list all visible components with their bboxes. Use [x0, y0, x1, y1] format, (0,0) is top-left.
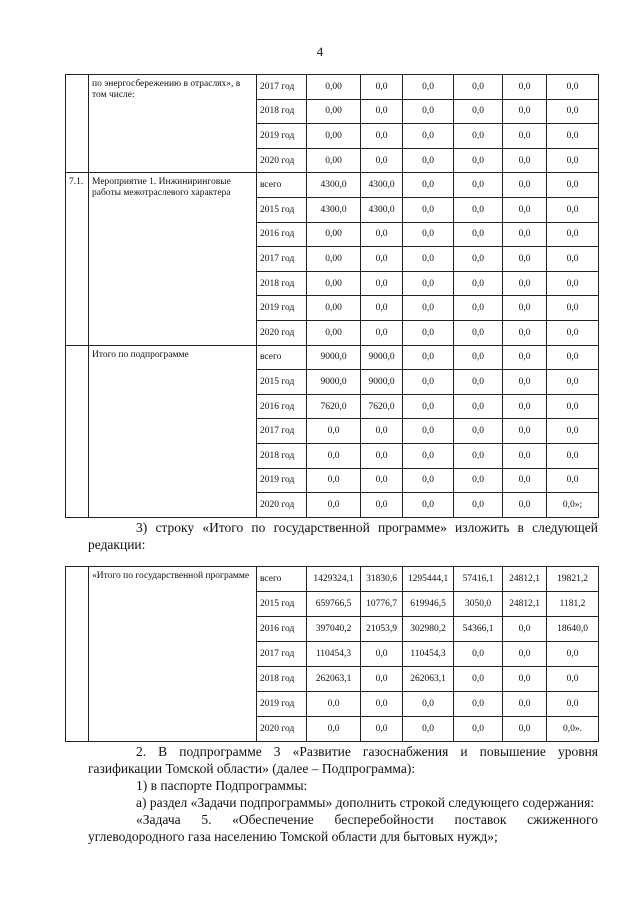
value-cell: 0,0 [307, 717, 361, 742]
item-name-cell: по энергосбережению в отраслях», в том числе: [89, 75, 257, 173]
paragraph-subprogram-3: 2. В подпрограмме 3 «Развитие газоснабжения и повышение уровня [136, 744, 598, 759]
value-cell: 0,0 [361, 692, 403, 717]
value-cell: 0,0 [547, 222, 599, 247]
value-cell: 0,0 [454, 667, 503, 692]
value-cell: 0,0 [454, 75, 503, 100]
period-cell: всего [257, 567, 307, 592]
value-cell: 0,0»; [547, 493, 599, 518]
value-cell: 0,0 [454, 493, 503, 518]
value-cell: 0,0 [454, 271, 503, 296]
value-cell: 0,0 [503, 222, 547, 247]
value-cell: 0,0 [503, 197, 547, 222]
table-row [66, 567, 599, 592]
value-cell: 4300,0 [307, 173, 361, 198]
value-cell: 659766,5 [307, 592, 361, 617]
value-cell: 0,0 [503, 124, 547, 149]
value-cell: 302980,2 [403, 617, 454, 642]
value-cell: 0,0 [361, 148, 403, 173]
value-cell: 0,00 [307, 99, 361, 124]
value-cell: 0,0 [503, 717, 547, 742]
period-cell: 2019 год [257, 468, 307, 493]
value-cell: 262063,1 [403, 667, 454, 692]
value-cell: 0,0 [503, 443, 547, 468]
paragraph-task-5-cont: углеводородного газа населению Томской области для бытовых нужд»; [88, 829, 498, 844]
period-cell: 2017 год [257, 247, 307, 272]
value-cell: 19821,2 [547, 567, 599, 592]
value-cell: 0,0 [503, 394, 547, 419]
value-cell: 0,0 [454, 468, 503, 493]
value-cell: 3050,0 [454, 592, 503, 617]
value-cell: 0,0 [454, 222, 503, 247]
period-cell: 2020 год [257, 320, 307, 345]
period-cell: 2017 год [257, 642, 307, 667]
value-cell: 0,0 [547, 419, 599, 444]
value-cell: 0,0 [503, 667, 547, 692]
value-cell: 0,0 [547, 394, 599, 419]
value-cell: 0,0 [307, 692, 361, 717]
value-cell: 0,0 [547, 667, 599, 692]
value-cell: 110454,3 [307, 642, 361, 667]
value-cell: 0,0 [454, 394, 503, 419]
value-cell: 0,0 [503, 99, 547, 124]
value-cell: 31830,6 [361, 567, 403, 592]
value-cell: 0,00 [307, 148, 361, 173]
value-cell: 0,0 [361, 320, 403, 345]
value-cell: 0,0 [307, 493, 361, 518]
value-cell: 0,0 [503, 296, 547, 321]
row-number-cell: 7.1. [66, 173, 89, 345]
period-cell: 2015 год [257, 370, 307, 395]
value-cell: 0,0 [361, 75, 403, 100]
value-cell: 0,0 [454, 296, 503, 321]
paragraph-3-cont: редакции: [88, 537, 146, 552]
period-cell: 2015 год [257, 197, 307, 222]
value-cell: 0,0 [547, 271, 599, 296]
value-cell: 0,0 [361, 443, 403, 468]
total-state-program-table [65, 566, 599, 742]
value-cell: 0,0 [503, 148, 547, 173]
value-cell: 0,0 [503, 419, 547, 444]
value-cell: 0,0 [503, 642, 547, 667]
period-cell: всего [257, 345, 307, 370]
value-cell: 0,0 [454, 148, 503, 173]
value-cell: 4300,0 [361, 197, 403, 222]
value-cell: 0,0 [361, 717, 403, 742]
paragraph-passport: 1) в паспорте Подпрограммы: [136, 778, 308, 793]
value-cell: 0,0 [454, 320, 503, 345]
value-cell: 0,0 [403, 394, 454, 419]
value-cell: 0,0 [454, 124, 503, 149]
table-row [66, 345, 599, 370]
value-cell: 0,0 [547, 345, 599, 370]
value-cell: 0,0 [454, 345, 503, 370]
value-cell: 0,0». [547, 717, 599, 742]
value-cell: 1181,2 [547, 592, 599, 617]
paragraph-subprogram-3-cont: газификации Томской области» (далее – Подпрограмма): [88, 761, 416, 776]
value-cell: 0,0 [361, 642, 403, 667]
value-cell: 0,0 [454, 99, 503, 124]
value-cell: 0,0 [403, 468, 454, 493]
period-cell: 2018 год [257, 667, 307, 692]
table-row [66, 75, 599, 100]
period-cell: 2019 год [257, 692, 307, 717]
value-cell: 0,00 [307, 75, 361, 100]
value-cell: 21053,9 [361, 617, 403, 642]
value-cell: 0,0 [454, 692, 503, 717]
value-cell: 0,0 [547, 692, 599, 717]
table-row [66, 173, 599, 198]
period-cell: 2018 год [257, 99, 307, 124]
value-cell: 262063,1 [307, 667, 361, 692]
value-cell: 0,0 [503, 468, 547, 493]
value-cell: 0,0 [307, 443, 361, 468]
period-cell: 2018 год [257, 443, 307, 468]
value-cell: 0,0 [403, 717, 454, 742]
value-cell: 24812,1 [503, 567, 547, 592]
value-cell: 0,0 [361, 468, 403, 493]
value-cell: 0,0 [403, 247, 454, 272]
value-cell: 0,0 [454, 247, 503, 272]
value-cell: 0,0 [403, 124, 454, 149]
value-cell: 0,0 [503, 247, 547, 272]
value-cell: 0,0 [503, 345, 547, 370]
value-cell: 0,00 [307, 320, 361, 345]
page-number: 4 [316, 44, 324, 59]
value-cell: 0,0 [547, 320, 599, 345]
value-cell: 4300,0 [361, 173, 403, 198]
value-cell: 0,0 [547, 642, 599, 667]
value-cell: 0,0 [361, 247, 403, 272]
item-name-cell: Мероприятие 1. Инжиниринговые работы межотраслевого характера [89, 173, 257, 345]
value-cell: 0,0 [307, 468, 361, 493]
value-cell: 0,0 [403, 271, 454, 296]
value-cell: 0,0 [361, 222, 403, 247]
value-cell: 0,00 [307, 124, 361, 149]
value-cell: 0,0 [403, 345, 454, 370]
period-cell: 2016 год [257, 222, 307, 247]
value-cell: 619946,5 [403, 592, 454, 617]
value-cell: 9000,0 [307, 370, 361, 395]
funding-table [65, 74, 599, 518]
value-cell: 9000,0 [361, 370, 403, 395]
value-cell: 0,0 [503, 370, 547, 395]
value-cell: 0,0 [361, 271, 403, 296]
value-cell: 0,0 [547, 99, 599, 124]
period-cell: 2017 год [257, 419, 307, 444]
value-cell: 7620,0 [307, 394, 361, 419]
value-cell: 0,0 [547, 468, 599, 493]
value-cell: 0,0 [361, 667, 403, 692]
period-cell: 2020 год [257, 493, 307, 518]
period-cell: 2015 год [257, 592, 307, 617]
value-cell: 0,0 [454, 443, 503, 468]
period-cell: 2017 год [257, 75, 307, 100]
value-cell: 9000,0 [307, 345, 361, 370]
value-cell: 0,00 [307, 222, 361, 247]
value-cell: 0,00 [307, 296, 361, 321]
value-cell: 0,0 [403, 148, 454, 173]
value-cell: 0,0 [403, 99, 454, 124]
value-cell: 110454,3 [403, 642, 454, 667]
value-cell: 0,0 [547, 148, 599, 173]
value-cell: 0,0 [547, 173, 599, 198]
period-cell: 2019 год [257, 296, 307, 321]
value-cell: 4300,0 [307, 197, 361, 222]
value-cell: 0,0 [403, 692, 454, 717]
value-cell: 1429324,1 [307, 567, 361, 592]
value-cell: 0,0 [454, 197, 503, 222]
value-cell: 0,00 [307, 271, 361, 296]
value-cell: 0,0 [503, 320, 547, 345]
value-cell: 0,0 [403, 173, 454, 198]
value-cell: 0,0 [547, 197, 599, 222]
value-cell: 0,0 [403, 296, 454, 321]
period-cell: 2020 год [257, 717, 307, 742]
row-number-cell [66, 345, 89, 517]
value-cell: 1295444,1 [403, 567, 454, 592]
value-cell: 0,0 [361, 493, 403, 518]
period-cell: 2018 год [257, 271, 307, 296]
paragraph-task-5: «Задача 5. «Обеспечение бесперебойности поставок сжиженного [136, 812, 598, 827]
period-cell: всего [257, 173, 307, 198]
value-cell: 0,0 [403, 197, 454, 222]
item-name-cell: «Итого по государственной программе [89, 567, 257, 742]
value-cell: 0,0 [454, 419, 503, 444]
value-cell: 0,0 [503, 271, 547, 296]
value-cell: 0,0 [454, 370, 503, 395]
value-cell: 0,0 [361, 419, 403, 444]
row-number-cell [66, 75, 89, 173]
period-cell: 2019 год [257, 124, 307, 149]
value-cell: 0,0 [547, 247, 599, 272]
paragraph-tasks-section: а) раздел «Задачи подпрограммы» дополнить строкой следующего содержания: [136, 795, 595, 810]
value-cell: 0,0 [547, 370, 599, 395]
paragraph-3-intro: 3) строку «Итого по государственной программе» изложить в следующей [136, 520, 598, 535]
value-cell: 0,00 [307, 247, 361, 272]
value-cell: 18640,0 [547, 617, 599, 642]
value-cell: 0,0 [403, 370, 454, 395]
value-cell: 54366,1 [454, 617, 503, 642]
period-cell: 2016 год [257, 617, 307, 642]
value-cell: 0,0 [361, 99, 403, 124]
value-cell: 0,0 [503, 173, 547, 198]
value-cell: 0,0 [454, 717, 503, 742]
value-cell: 0,0 [547, 296, 599, 321]
value-cell: 24812,1 [503, 592, 547, 617]
item-name-cell: Итого по подпрограмме [89, 345, 257, 517]
value-cell: 0,0 [307, 419, 361, 444]
value-cell: 0,0 [403, 493, 454, 518]
period-cell: 2020 год [257, 148, 307, 173]
value-cell: 0,0 [361, 124, 403, 149]
value-cell: 57416,1 [454, 567, 503, 592]
value-cell: 0,0 [547, 124, 599, 149]
value-cell: 9000,0 [361, 345, 403, 370]
value-cell: 0,0 [403, 222, 454, 247]
value-cell: 0,0 [361, 296, 403, 321]
value-cell: 0,0 [403, 419, 454, 444]
value-cell: 0,0 [454, 642, 503, 667]
value-cell: 10776,7 [361, 592, 403, 617]
value-cell: 397040,2 [307, 617, 361, 642]
value-cell: 0,0 [403, 443, 454, 468]
value-cell: 0,0 [454, 173, 503, 198]
value-cell: 0,0 [503, 692, 547, 717]
value-cell: 0,0 [503, 493, 547, 518]
value-cell: 0,0 [503, 617, 547, 642]
value-cell: 0,0 [403, 320, 454, 345]
value-cell: 0,0 [503, 75, 547, 100]
value-cell: 0,0 [547, 75, 599, 100]
period-cell: 2016 год [257, 394, 307, 419]
value-cell: 7620,0 [361, 394, 403, 419]
value-cell: 0,0 [547, 443, 599, 468]
value-cell: 0,0 [403, 75, 454, 100]
row-number-cell [66, 567, 89, 742]
